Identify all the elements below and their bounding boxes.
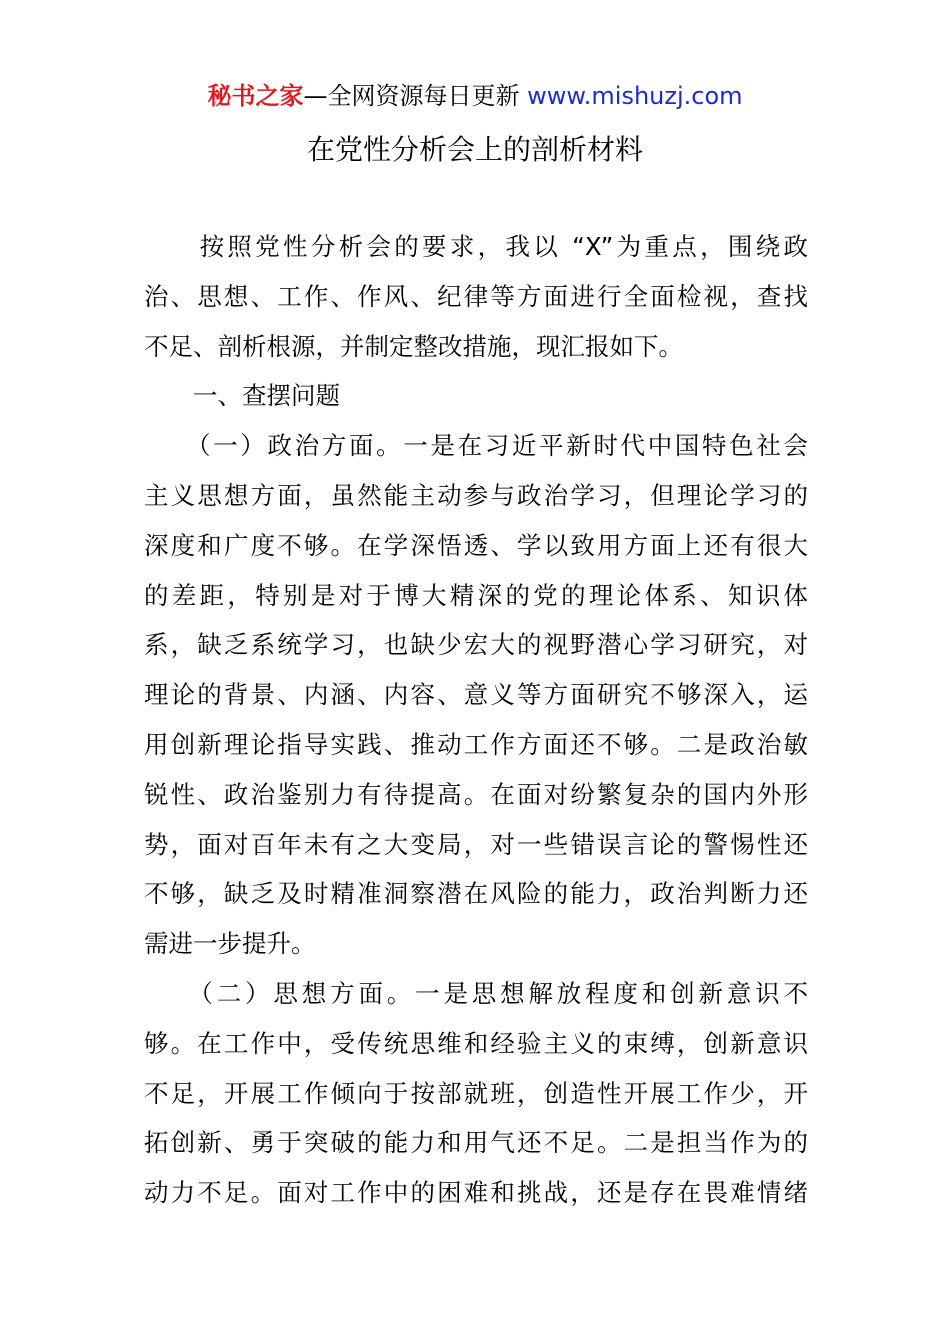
text-line: 主义思想方面，虽然能主动参与政治学习，但理论学习的 [144,480,808,510]
document-title: 在党性分析会上的剖析材料 [306,133,643,166]
text-line: 用创新理论指导实践、推动工作方面还不够。二是政治敏 [144,729,808,759]
text-line: 深度和广度不够。在学深悟透、学以致用方面上还有很大 [144,530,808,560]
document-body [144,222,808,1218]
text-line: （一）政治方面。一是在习近平新时代中国特色社会 [144,431,808,461]
text-line: 不足，开展工作倾向于按部就班，创造性开展工作少，开 [144,1078,808,1108]
text-line: （二）思想方面。一是思想解放程度和创新意识不 [144,978,808,1008]
text-line: 不足、剖析根源，并制定整改措施，现汇报如下。 [144,331,683,361]
section-heading: 一、查摆问题 [144,381,340,411]
header-slogan: —全网资源每日更新 [303,82,528,110]
text-line: 不够，缺乏及时精准洞察潜在风险的能力，政治判断力还 [144,879,808,909]
text-line: 拓创新、勇于突破的能力和用气还不足。二是担当作为的 [144,1128,808,1158]
brand-name: 秘书之家 [207,82,304,110]
text-line: 锐性、政治鉴别力有待提高。在面对纷繁复杂的国内外形 [144,779,808,809]
site-header [0,80,950,112]
text-line: 动力不足。面对工作中的困难和挑战，还是存在畏难情绪 [144,1178,808,1208]
text-line: 治、思想、工作、作风、纪律等方面进行全面检视，查找 [144,281,808,311]
text-line: 够。在工作中，受传统思维和经验主义的束缚，创新意识 [144,1028,808,1058]
text-line: 需进一步提升。 [144,929,316,959]
text-line: 理论的背景、内涵、内容、意义等方面研究不够深入，运 [144,680,808,710]
site-url-link[interactable]: www.mishuzj.com [527,82,743,110]
text-line: 系，缺乏系统学习，也缺少宏大的视野潜心学习研究，对 [144,630,808,660]
text-line: 势，面对百年未有之大变局，对一些错误言论的警惕性还 [144,829,808,859]
text-line: 按照党性分析会的要求，我以 “X”为重点，围绕政 [144,232,808,261]
text-line: 的差距，特别是对于博大精深的党的理论体系、知识体 [144,580,808,610]
